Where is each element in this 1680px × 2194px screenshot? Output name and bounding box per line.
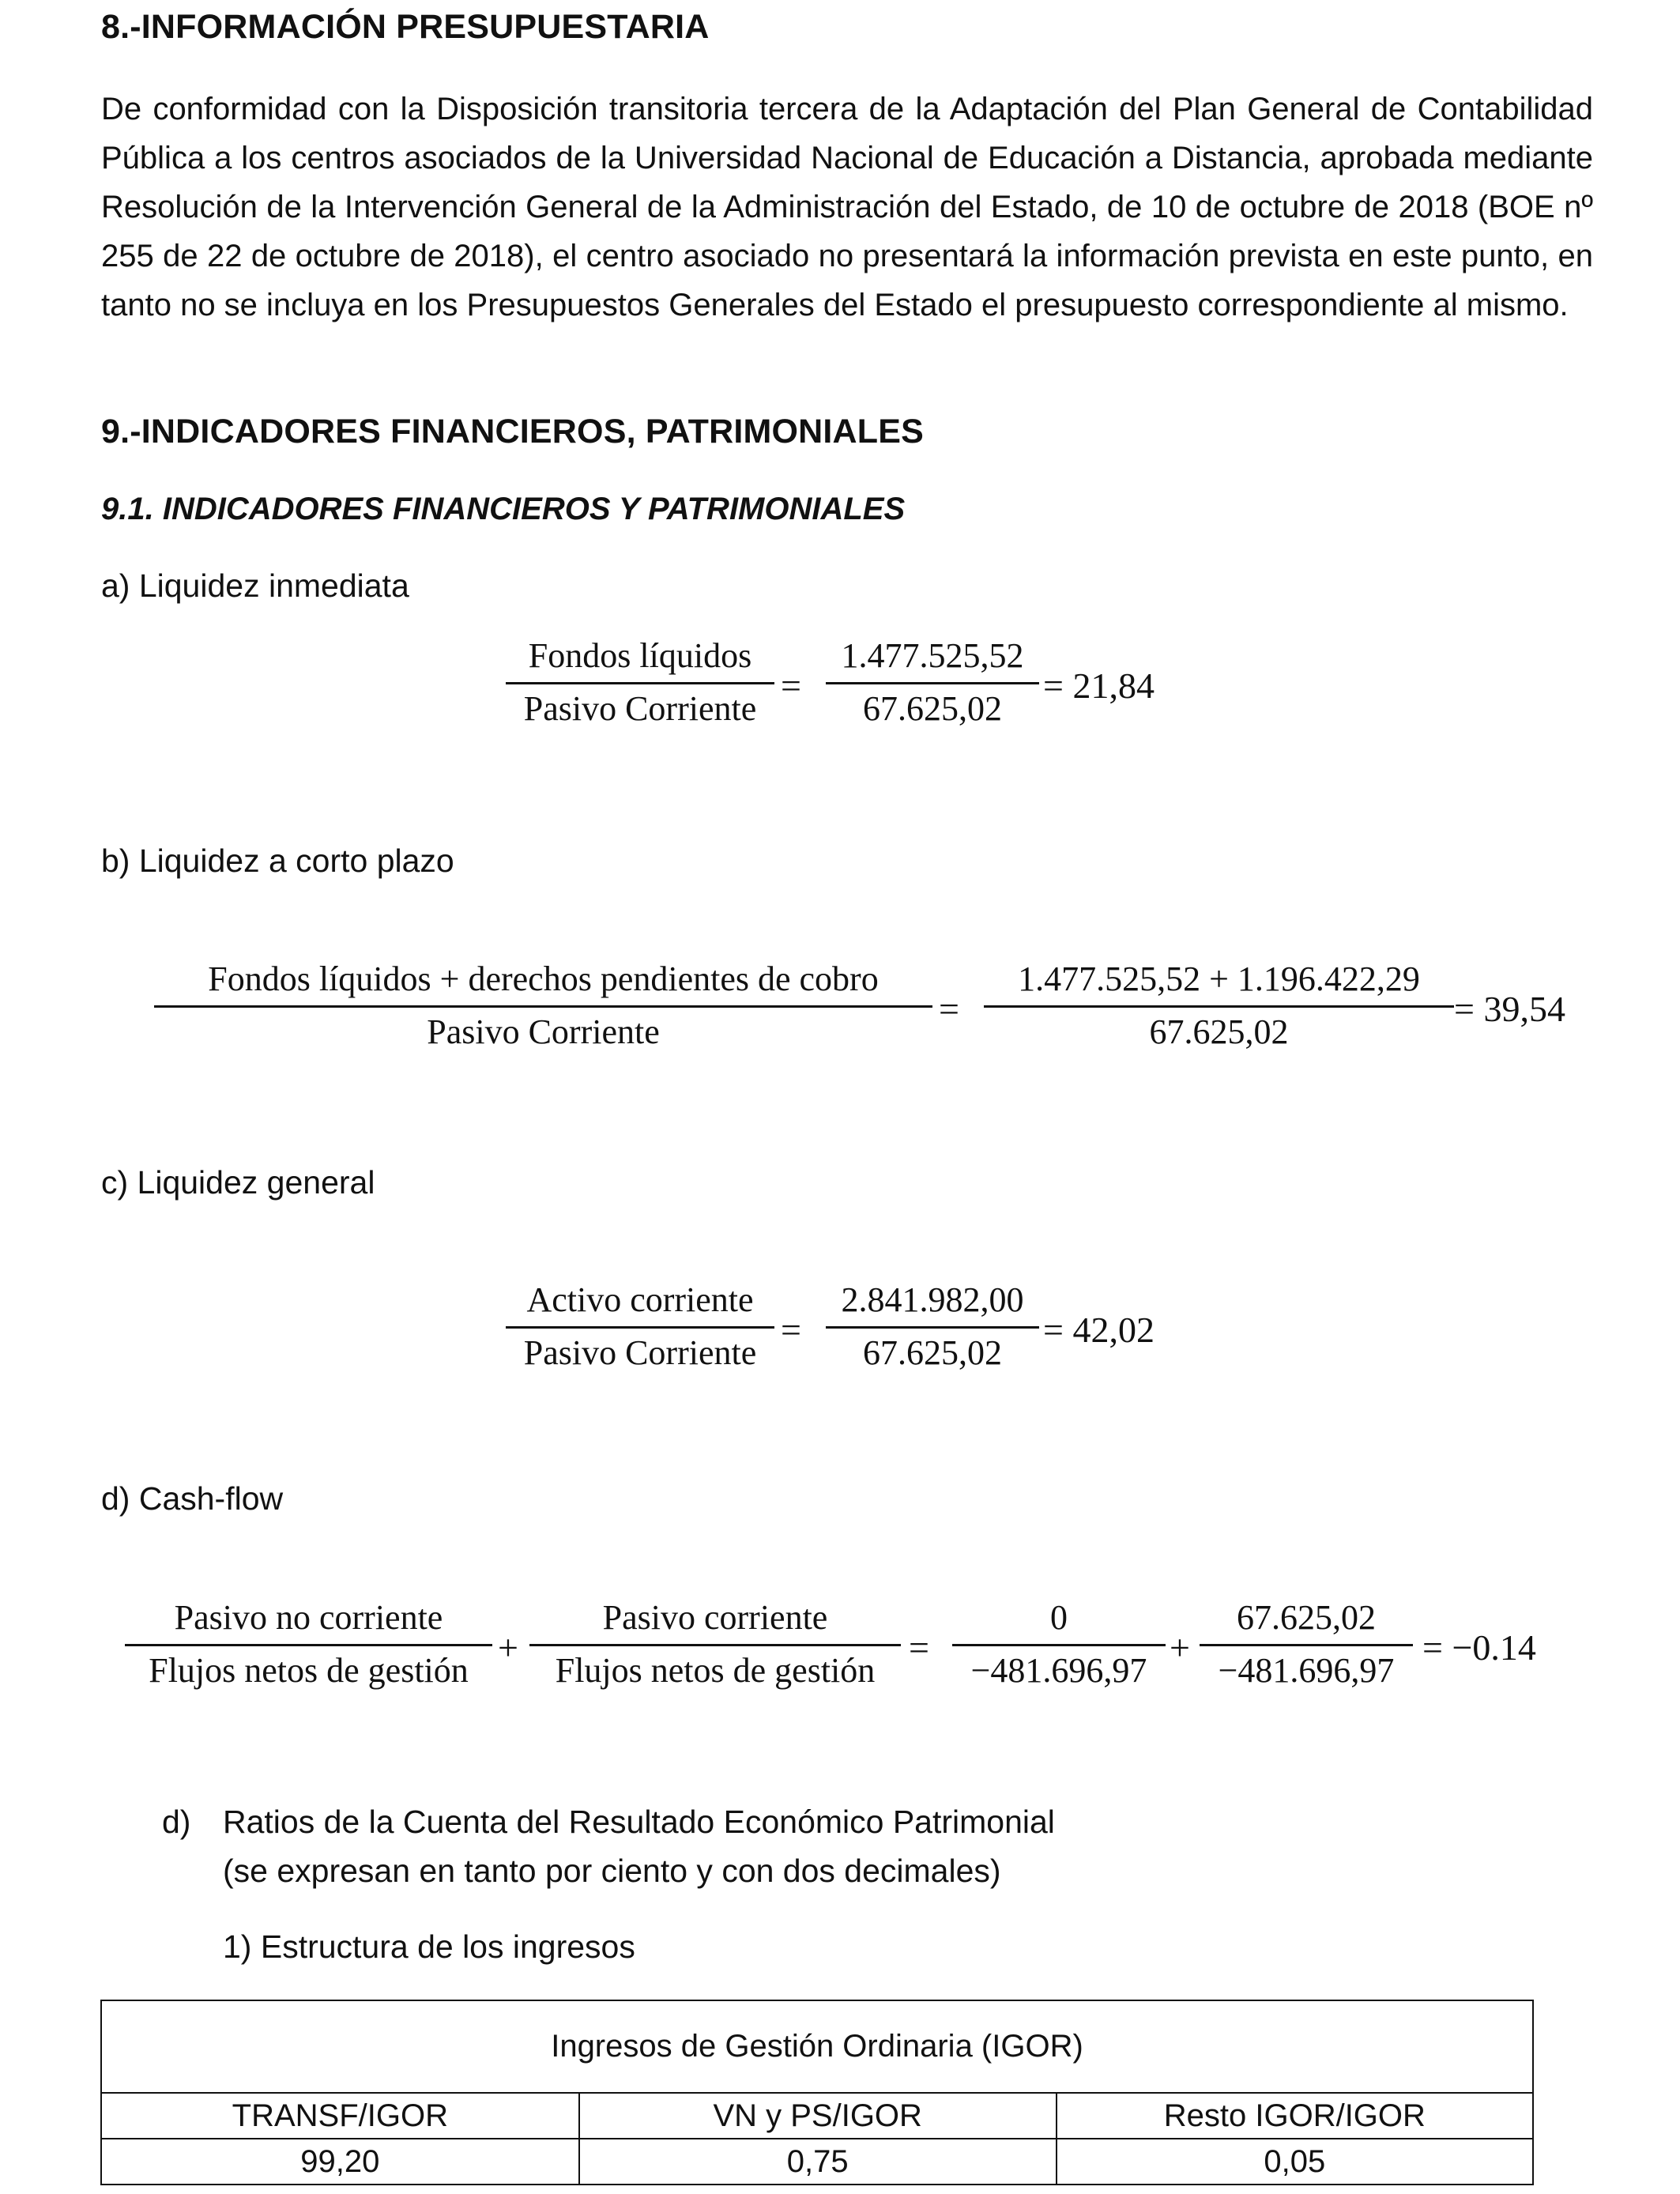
numerator: Fondos líquidos	[528, 636, 752, 675]
cash-flow-fraction-3	[952, 1596, 1166, 1692]
fraction-bar	[154, 1005, 932, 1008]
liquidez-inmediata-label: a) Liquidez inmediata	[101, 567, 409, 604]
denominator: −481.696,97	[970, 1651, 1147, 1690]
section-9-1-subtitle: 9.1. INDICADORES FINANCIEROS Y PATRIMONIALES	[101, 492, 906, 526]
denominator: −481.696,97	[1218, 1651, 1395, 1690]
liquidez-inmediata-fraction-text	[506, 635, 774, 730]
fraction-bar	[826, 682, 1039, 684]
plus-sign: +	[498, 1627, 518, 1668]
table-row	[101, 2093, 1533, 2139]
equals-sign: =	[781, 665, 801, 706]
liquidez-general-label: c) Liquidez general	[101, 1164, 375, 1201]
fraction-bar	[984, 1005, 1454, 1008]
igor-table	[100, 2000, 1534, 2185]
ratios-title: Ratios de la Cuenta del Resultado Económico Patrimonial	[223, 1804, 1055, 1840]
column-header-vn-ps: VN y PS/IGOR	[579, 2093, 1057, 2139]
result-value: = 21,84	[1043, 665, 1155, 706]
column-header-transf: TRANSF/IGOR	[101, 2093, 579, 2139]
result-value: = 39,54	[1454, 989, 1565, 1029]
numerator: 67.625,02	[1237, 1598, 1376, 1637]
cash-flow-label: d) Cash-flow	[101, 1480, 284, 1517]
cash-flow-fraction-1	[125, 1596, 492, 1692]
fraction-bar	[529, 1644, 901, 1646]
fraction-bar	[826, 1326, 1039, 1329]
section-9-title: 9.-INDICADORES FINANCIEROS, PATRIMONIALES	[101, 413, 925, 450]
denominator: 67.625,02	[1149, 1012, 1289, 1051]
cash-flow-fraction-2	[529, 1596, 901, 1692]
denominator: Pasivo Corriente	[523, 1333, 757, 1372]
denominator: Flujos netos de gestión	[555, 1651, 876, 1690]
numerator: Pasivo corriente	[602, 1598, 828, 1637]
table-row	[101, 2139, 1533, 2185]
result-value: = 42,02	[1043, 1310, 1155, 1350]
denominator: 67.625,02	[863, 689, 1002, 728]
equals-sign: =	[939, 989, 959, 1029]
fraction-bar	[506, 682, 774, 684]
liquidez-corto-plazo-fraction-text	[154, 958, 932, 1054]
liquidez-inmediata-fraction-values	[826, 635, 1039, 730]
liquidez-general-fraction-text	[506, 1279, 774, 1374]
fraction-bar	[1200, 1644, 1413, 1646]
value-transf: 99,20	[101, 2139, 579, 2185]
result-value: = −0.14	[1422, 1627, 1536, 1668]
estructura-ingresos-label: 1) Estructura de los ingresos	[223, 1928, 635, 1965]
denominator: Pasivo Corriente	[427, 1012, 660, 1051]
fraction-bar	[952, 1644, 1166, 1646]
liquidez-general-fraction-values	[826, 1279, 1039, 1374]
liquidez-corto-plazo-label: b) Liquidez a corto plazo	[101, 843, 454, 879]
numerator: 1.477.525,52	[841, 636, 1024, 675]
section-8-title: 8.-INFORMACIÓN PRESUPUESTARIA	[101, 8, 710, 46]
equals-sign: =	[781, 1310, 801, 1350]
numerator: 1.477.525,52 + 1.196.422,29	[1018, 959, 1420, 998]
numerator: Activo corriente	[526, 1280, 754, 1319]
value-vn-ps: 0,75	[579, 2139, 1057, 2185]
equals-sign: =	[909, 1627, 929, 1668]
numerator: 0	[1050, 1598, 1068, 1637]
fraction-bar	[506, 1326, 774, 1329]
liquidez-corto-plazo-fraction-values	[984, 958, 1454, 1054]
numerator: 2.841.982,00	[841, 1280, 1024, 1319]
numerator: Fondos líquidos + derechos pendientes de cobro	[208, 959, 879, 998]
column-header-resto: Resto IGOR/IGOR	[1057, 2093, 1533, 2139]
denominator: Flujos netos de gestión	[149, 1651, 469, 1690]
fraction-bar	[125, 1644, 492, 1646]
ratios-subtitle: (se expresan en tanto por ciento y con dos decimales)	[223, 1853, 1001, 1889]
plus-sign: +	[1170, 1627, 1190, 1668]
ratios-marker: d)	[162, 1804, 191, 1840]
igor-table-header: Ingresos de Gestión Ordinaria (IGOR)	[101, 2000, 1533, 2093]
numerator: Pasivo no corriente	[174, 1598, 443, 1637]
cash-flow-fraction-4	[1200, 1596, 1413, 1692]
denominator: 67.625,02	[863, 1333, 1002, 1372]
section-8-paragraph: De conformidad con la Disposición transitoria tercera de la Adaptación del Plan General de Contabilidad Pública a los centros asociados de la Universidad Nacional de Educación a Distancia, aprobada mediante Resolución de la Intervención General de la Administración del Estado, de 10 de octubre de 2018 (BOE nº 255 de 22 de octubre de 2018), el centro asociado no presentará la información prevista en este punto, en tanto no se incluya en los Presupuestos Generales del Estado el presupuesto correspondiente al mismo.	[101, 92, 1593, 322]
denominator: Pasivo Corriente	[523, 689, 757, 728]
value-resto: 0,05	[1057, 2139, 1533, 2185]
